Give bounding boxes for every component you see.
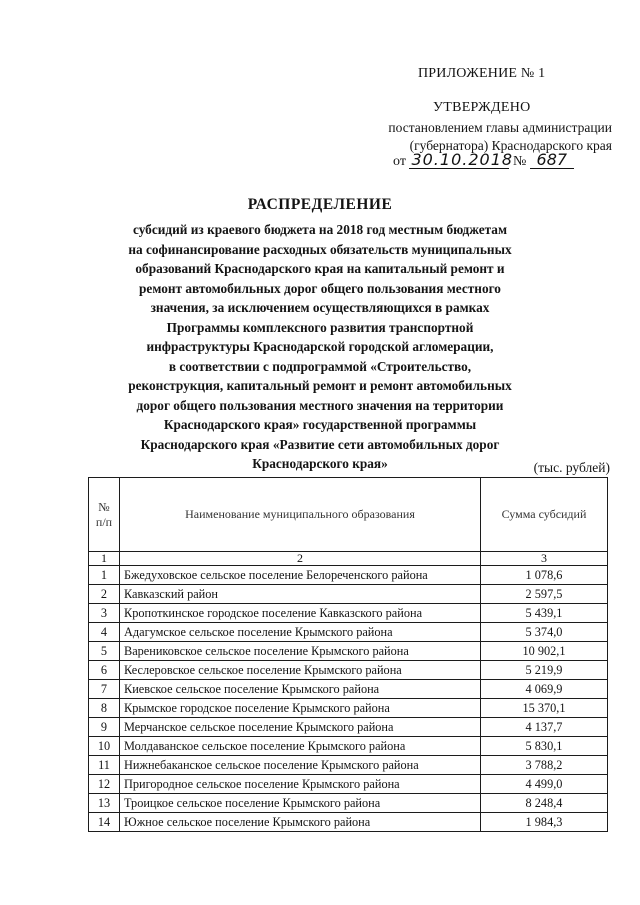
subtitle-line: ремонт автомобильных дорог общего пользования местного — [139, 280, 501, 296]
row-number: 2 — [89, 585, 120, 604]
municipality-name: Троицкое сельское поселение Крымского района — [120, 794, 481, 813]
municipality-name: Мерчанское сельское поселение Крымского района — [120, 718, 481, 737]
municipality-name: Адагумское сельское поселение Крымского района — [120, 623, 481, 642]
subtitle-line: Краснодарского края» государственной программы — [163, 417, 477, 432]
row-number: 10 — [89, 737, 120, 756]
subsidy-amount: 1 984,3 — [481, 813, 608, 832]
subsidy-amount: 4 137,7 — [481, 718, 608, 737]
subtitle-line: реконструкция, капитальный ремонт и ремонт автомобильных — [128, 378, 512, 393]
subtitle-line: Программы комплексного развития транспортной — [166, 319, 474, 335]
document-subtitle — [108, 220, 532, 474]
row-number: 5 — [89, 642, 120, 661]
subtitle-line: в соответствии с подпрограммой «Строительство, — [168, 358, 472, 374]
municipality-name: Варениковское сельское поселение Крымского района — [120, 642, 481, 661]
index-cell: 3 — [481, 552, 608, 566]
header-amount: Сумма субсидий — [481, 478, 608, 552]
subsidy-amount: 8 248,4 — [481, 794, 608, 813]
subsidy-amount: 15 370,1 — [481, 699, 608, 718]
table-header-row — [89, 478, 608, 552]
decree-date-line — [393, 152, 574, 170]
municipality-name: Южное сельское поселение Крымского района — [120, 813, 481, 832]
municipality-name: Кропоткинское городское поселение Кавказского района — [120, 604, 481, 623]
table-row — [89, 566, 608, 585]
table-row — [89, 756, 608, 775]
municipality-name: Киевское сельское поселение Крымского района — [120, 680, 481, 699]
table-row — [89, 680, 608, 699]
header-municipality: Наименование муниципального образования — [120, 478, 481, 552]
row-number: 14 — [89, 813, 120, 832]
table-row — [89, 775, 608, 794]
table-row — [89, 737, 608, 756]
subsidy-amount: 5 219,9 — [481, 661, 608, 680]
subtitle-line: инфраструктуры Краснодарской городской агломерации, — [146, 339, 494, 354]
row-number: 9 — [89, 718, 120, 737]
appendix-label: ПРИЛОЖЕНИЕ № 1 — [418, 66, 546, 81]
subsidy-amount: 3 788,2 — [481, 756, 608, 775]
handwritten-number: 687 — [530, 152, 574, 169]
municipality-name: Кавказский район — [120, 585, 481, 604]
table-row — [89, 699, 608, 718]
approved-label: УТВЕРЖДЕНО — [433, 100, 531, 115]
table-row — [89, 794, 608, 813]
subsidy-amount: 4 069,9 — [481, 680, 608, 699]
subtitle-line: Краснодарского края «Развитие сети автомобильных дорог — [140, 436, 500, 452]
subtitle-line: образований Краснодарского края на капитальный ремонт и — [135, 261, 505, 276]
date-prefix: от — [393, 154, 406, 169]
row-number: 4 — [89, 623, 120, 642]
table-row — [89, 585, 608, 604]
table-row — [89, 661, 608, 680]
row-number: 12 — [89, 775, 120, 794]
municipality-name: Бжедуховское сельское поселение Белореченского района — [120, 566, 481, 585]
subsidy-amount: 5 439,1 — [481, 604, 608, 623]
municipality-name: Молдаванское сельское поселение Крымского района — [120, 737, 481, 756]
row-number: 8 — [89, 699, 120, 718]
subsidy-table — [88, 477, 608, 832]
table-row — [89, 623, 608, 642]
subsidy-amount: 5 830,1 — [481, 737, 608, 756]
column-index-row — [89, 552, 608, 566]
subsidy-amount: 2 597,5 — [481, 585, 608, 604]
subsidy-amount: 1 078,6 — [481, 566, 608, 585]
municipality-name: Нижнебаканское сельское поселение Крымского района — [120, 756, 481, 775]
units-label: (тыс. рублей) — [533, 460, 610, 475]
subsidy-amount: 5 374,0 — [481, 623, 608, 642]
approved-by-line-2: (губернатора) Краснодарского края — [409, 138, 612, 153]
table-row — [89, 604, 608, 623]
document-title: РАСПРЕДЕЛЕНИЕ — [247, 196, 393, 213]
number-prefix: № — [512, 154, 527, 169]
index-cell: 2 — [120, 552, 481, 566]
row-number: 7 — [89, 680, 120, 699]
subtitle-line: значения, за исключением осуществляющихся в рамках — [150, 300, 490, 315]
index-cell: 1 — [89, 552, 120, 566]
subtitle-line: субсидий из краевого бюджета на 2018 год местным бюджетам — [132, 222, 508, 237]
subtitle-line: на софинансирование расходных обязательств муниципальных — [128, 241, 512, 257]
subtitle-line: дорог общего пользования местного значения на территории — [136, 397, 504, 413]
municipality-name: Кеслеровское сельское поселение Крымского района — [120, 661, 481, 680]
table-row — [89, 813, 608, 832]
handwritten-date: 30.10.2018 — [411, 150, 514, 169]
row-number: 3 — [89, 604, 120, 623]
table-row — [89, 718, 608, 737]
subsidy-amount: 10 902,1 — [481, 642, 608, 661]
subtitle-line: Краснодарского края» — [252, 456, 388, 471]
subsidy-amount: 4 499,0 — [481, 775, 608, 794]
table-row — [89, 642, 608, 661]
municipality-name: Пригородное сельское поселение Крымского района — [120, 775, 481, 794]
row-number: 6 — [89, 661, 120, 680]
municipality-name: Крымское городское поселение Крымского района — [120, 699, 481, 718]
row-number: 11 — [89, 756, 120, 775]
header-number: № п/п — [89, 478, 120, 552]
row-number: 1 — [89, 566, 120, 585]
approved-by-line-1: постановлением главы администрации — [388, 120, 612, 135]
row-number: 13 — [89, 794, 120, 813]
